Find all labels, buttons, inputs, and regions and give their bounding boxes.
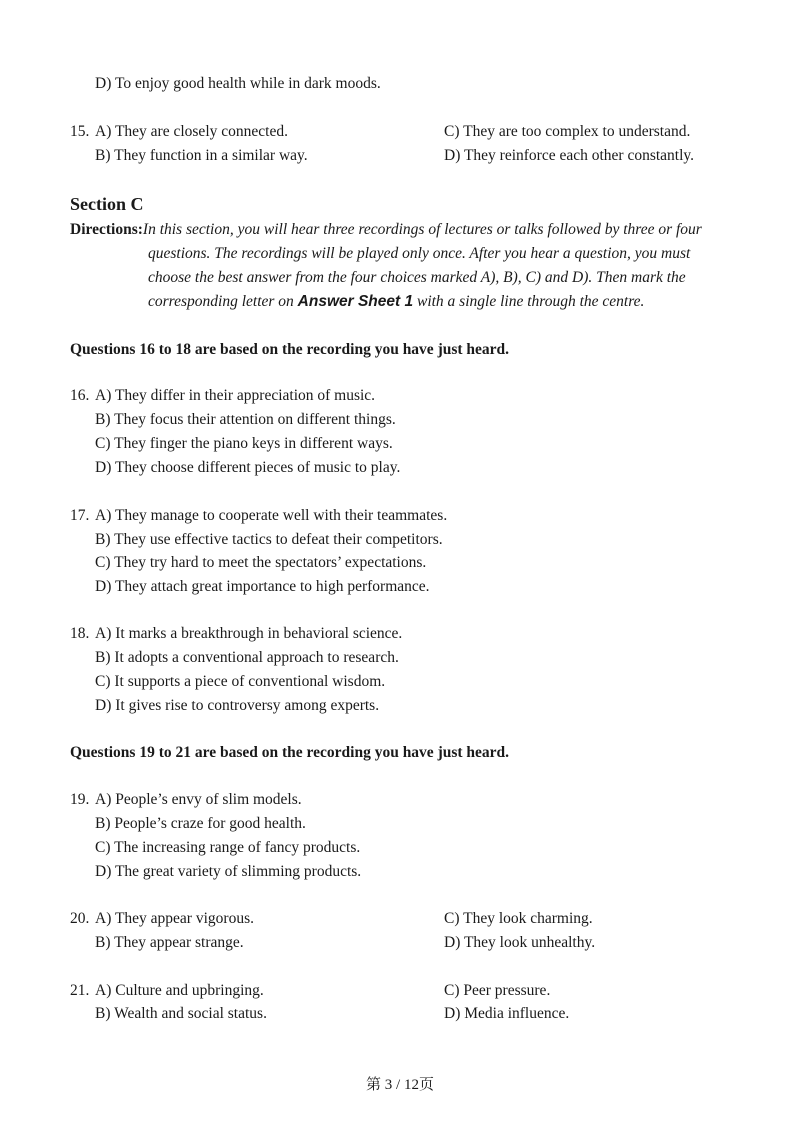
q20-option-a: A) They appear vigorous. xyxy=(95,910,254,927)
group-heading-19-21: Questions 19 to 21 are based on the recording you have just heard. xyxy=(70,744,510,761)
q15-option-c: C) They are too complex to understand. xyxy=(444,123,691,140)
q16-option-c: C) They finger the piano keys in different ways. xyxy=(95,435,393,452)
q16-number: 16. xyxy=(70,387,90,404)
q17-option-c: C) They try hard to meet the spectators’ expectations. xyxy=(95,554,427,571)
q16-option-b: B) They focus their attention on different things. xyxy=(95,411,396,428)
q18-option-b: B) It adopts a conventional approach to research. xyxy=(95,649,399,666)
q19-option-c: C) The increasing range of fancy products. xyxy=(95,839,361,856)
q15-number: 15. xyxy=(70,123,90,140)
q16-option-a: A) They differ in their appreciation of music. xyxy=(95,387,376,404)
q18-option-c: C) It supports a piece of conventional wisdom. xyxy=(95,673,386,690)
q20-option-c: C) They look charming. xyxy=(444,910,593,927)
q18-option-d: D) It gives rise to controversy among experts. xyxy=(95,697,380,714)
q21-number: 21. xyxy=(70,982,90,999)
q17-number: 17. xyxy=(70,507,90,524)
section-title: Section C xyxy=(70,194,144,214)
q20-number: 20. xyxy=(70,910,90,927)
q21-option-a: A) Culture and upbringing. xyxy=(95,982,264,999)
directions-label: Directions: xyxy=(70,221,143,238)
q19-number: 19. xyxy=(70,791,90,808)
q18-option-a: A) It marks a breakthrough in behavioral science. xyxy=(95,625,403,642)
q17-option-d: D) They attach great importance to high performance. xyxy=(95,578,430,595)
q17-option-a: A) They manage to cooperate well with their teammates. xyxy=(95,507,448,524)
q15-option-a: A) They are closely connected. xyxy=(95,123,288,140)
directions-line-3: choose the best answer from the four choices marked A), B), C) and D). Then mark the xyxy=(148,269,686,286)
q21-option-b: B) Wealth and social status. xyxy=(95,1005,267,1022)
q20-option-d: D) They look unhealthy. xyxy=(444,934,596,951)
q15-option-b: B) They function in a similar way. xyxy=(95,147,308,164)
q17-option-b: B) They use effective tactics to defeat their competitors. xyxy=(95,531,443,548)
q20-option-b: B) They appear strange. xyxy=(95,934,244,951)
q18-number: 18. xyxy=(70,625,90,642)
directions-line-1 xyxy=(70,220,702,240)
answer-sheet-label: Answer Sheet 1 xyxy=(297,293,414,310)
directions-text-1: In this section, you will hear three recordings of lectures or talks followed by three or four xyxy=(142,221,702,238)
q16-option-d: D) They choose different pieces of music to play. xyxy=(95,459,401,476)
page-number: 第 3 / 12页 xyxy=(366,1077,434,1093)
q15-option-d: D) They reinforce each other constantly. xyxy=(444,147,695,164)
directions-line-4 xyxy=(148,292,644,312)
directions-text-4b: with a single line through the centre. xyxy=(416,293,645,310)
q21-option-c: C) Peer pressure. xyxy=(444,982,551,999)
q14-option-d: D) To enjoy good health while in dark moods. xyxy=(95,75,381,92)
directions-text-4a: corresponding letter on xyxy=(148,293,294,310)
q19-option-d: D) The great variety of slimming products. xyxy=(95,863,362,880)
q21-option-d: D) Media influence. xyxy=(444,1005,570,1022)
directions-line-2: questions. The recordings will be played only once. After you hear a question, you must xyxy=(148,245,691,262)
q19-option-b: B) People’s craze for good health. xyxy=(95,815,306,832)
q19-option-a: A) People’s envy of slim models. xyxy=(95,791,302,808)
group-heading-16-18: Questions 16 to 18 are based on the recording you have just heard. xyxy=(70,341,510,358)
